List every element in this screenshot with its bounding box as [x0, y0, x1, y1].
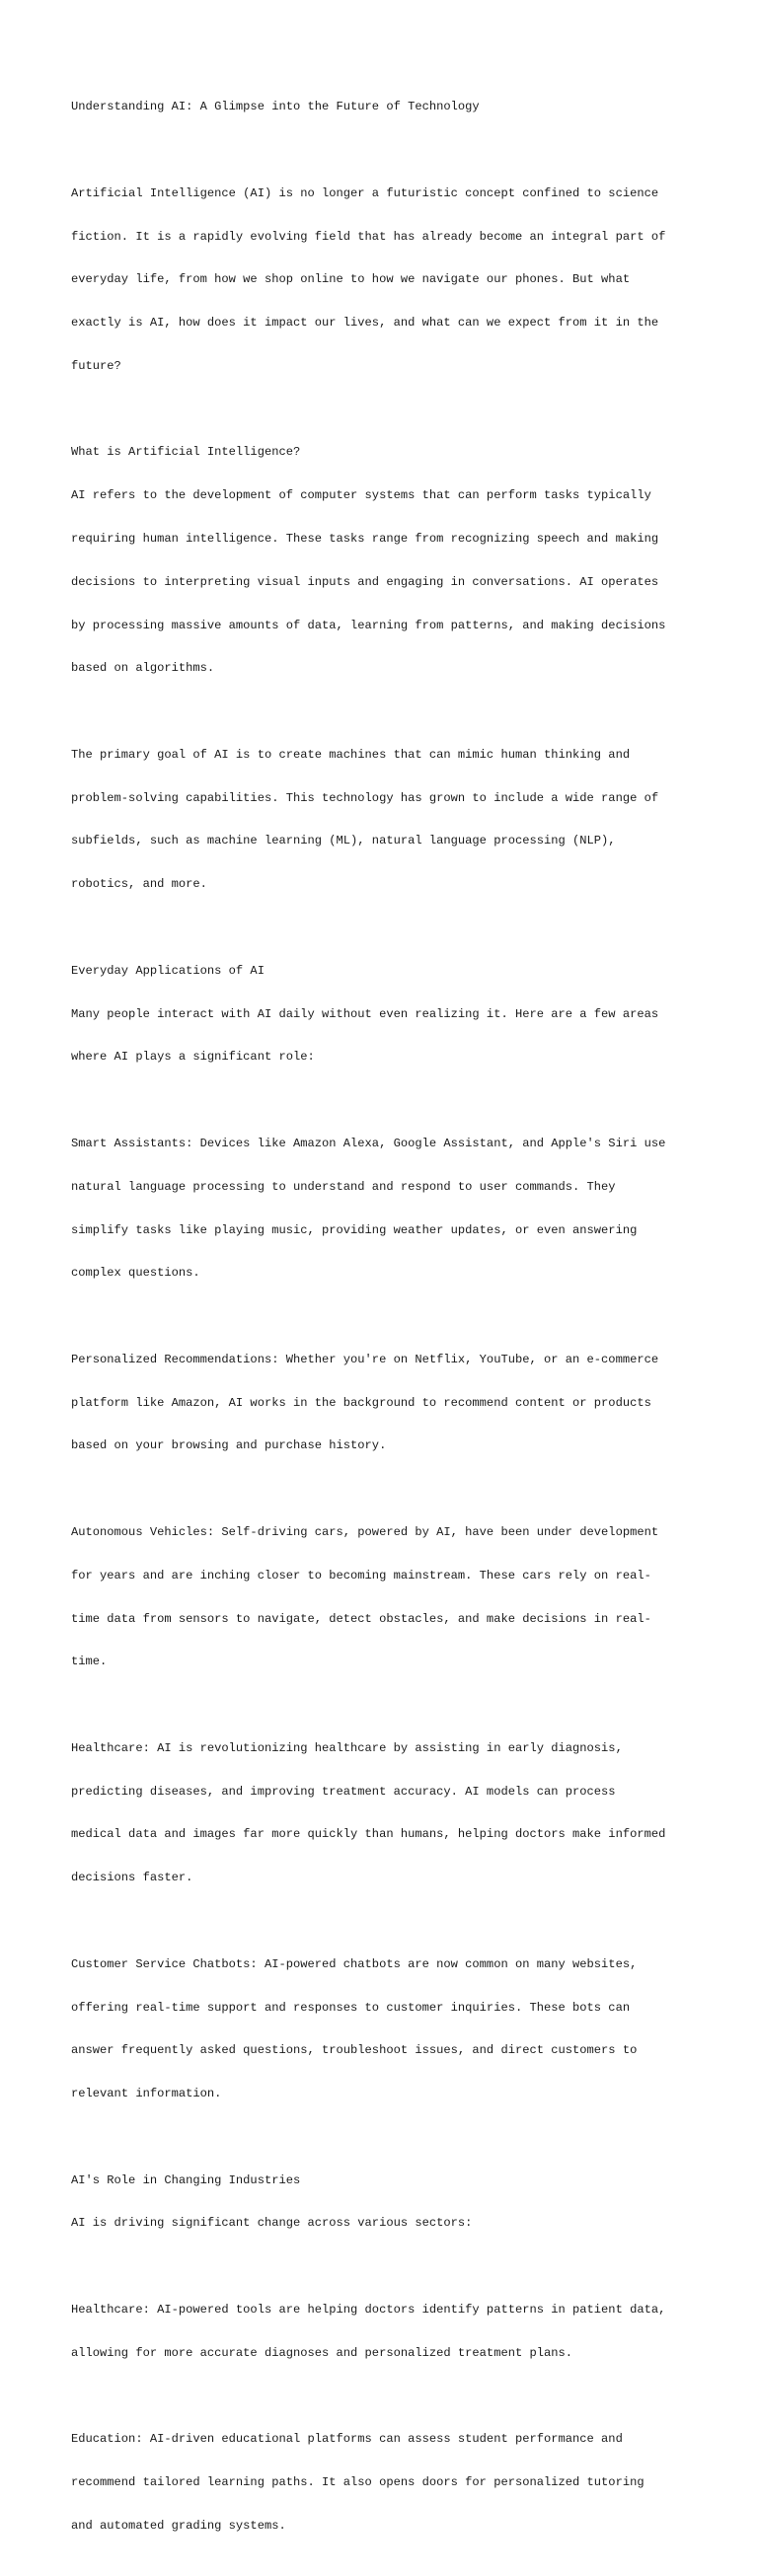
text-line: AI is driving significant change across various sectors:: [71, 2216, 473, 2231]
text-line: Smart Assistants: Devices like Amazon Alexa, Google Assistant, and Apple's Siri use: [71, 1136, 666, 1150]
text-line: everyday life, from how we shop online to how we navigate our phones. But what: [71, 272, 631, 287]
text-line: time data from sensors to navigate, detect obstacles, and make decisions in real-: [71, 1611, 651, 1626]
text-line: by processing massive amounts of data, learning from patterns, and making decisions: [71, 618, 666, 632]
text-line: robotics, and more.: [71, 877, 207, 892]
paragraph-personalized-recommendations: [71, 1324, 703, 1483]
document-page: [71, 71, 703, 2576]
paragraph-primary-goal: [71, 719, 703, 920]
section-everyday-applications: [71, 935, 703, 1094]
text-line: Healthcare: AI-powered tools are helping doctors identify patterns in patient data,: [71, 2303, 666, 2318]
paragraph-customer-service-chatbots: [71, 1929, 703, 2130]
text-line: allowing for more accurate diagnoses and personalized treatment plans.: [71, 2345, 573, 2360]
text-line: medical data and images far more quickly than humans, helping doctors make informed: [71, 1827, 666, 1842]
paragraph-autonomous-vehicles: [71, 1497, 703, 1698]
text-line: natural language processing to understand and respond to user commands. They: [71, 1179, 616, 1194]
text-line: offering real-time support and responses to customer inquiries. These bots can: [71, 2000, 631, 2015]
text-line: decisions to interpreting visual inputs and engaging in conversations. AI operates: [71, 574, 659, 589]
text-line: Understanding AI: A Glimpse into the Future of Technology: [71, 100, 480, 114]
text-line: based on algorithms.: [71, 661, 215, 676]
text-line: platform like Amazon, AI works in the background to recommend content or products: [71, 1395, 651, 1410]
text-line: AI refers to the development of computer systems that can perform tasks typically: [71, 488, 651, 503]
text-line: and automated grading systems.: [71, 2518, 286, 2533]
text-line: Customer Service Chatbots: AI-powered chatbots are now common on many websites,: [71, 1956, 638, 1971]
text-line: Personalized Recommendations: Whether you're on Netflix, YouTube, or an e-commerce: [71, 1352, 659, 1366]
text-line: recommend tailored learning paths. It also opens doors for personalized tutoring: [71, 2475, 644, 2490]
paragraph-smart-assistants: [71, 1108, 703, 1309]
text-line: problem-solving capabilities. This technology has grown to include a wide range of: [71, 790, 659, 805]
text-line: Artificial Intelligence (AI) is no longer a futuristic concept confined to science: [71, 185, 659, 200]
text-line: Healthcare: AI is revolutionizing healthcare by assisting in early diagnosis,: [71, 1740, 623, 1755]
section-heading: What is Artificial Intelligence?: [71, 445, 301, 460]
text-line: fiction. It is a rapidly evolving field that has already become an integral part of: [71, 229, 666, 244]
text-line: time.: [71, 1655, 108, 1669]
text-line: based on your browsing and purchase history.: [71, 1438, 387, 1453]
section-what-is-ai: [71, 416, 703, 704]
text-line: simplify tasks like playing music, providing weather updates, or even answering: [71, 1222, 638, 1237]
text-line: Education: AI-driven educational platforms can assess student performance and: [71, 2432, 623, 2447]
text-line: answer frequently asked questions, troubleshoot issues, and direct customers to: [71, 2043, 638, 2058]
paragraph-industry-healthcare: [71, 2274, 703, 2390]
text-line: future?: [71, 358, 121, 373]
text-line: where AI plays a significant role:: [71, 1050, 315, 1065]
text-line: predicting diseases, and improving treatment accuracy. AI models can process: [71, 1784, 616, 1799]
text-line: subfields, such as machine learning (ML), natural language processing (NLP),: [71, 834, 616, 848]
text-line: relevant information.: [71, 2087, 222, 2101]
paragraph-healthcare: [71, 1713, 703, 1914]
section-heading: AI's Role in Changing Industries: [71, 2172, 301, 2187]
text-line: The primary goal of AI is to create machines that can mimic human thinking and: [71, 747, 631, 762]
section-changing-industries: [71, 2145, 703, 2260]
text-line: Many people interact with AI daily without even realizing it. Here are a few areas: [71, 1006, 659, 1021]
text-line: Autonomous Vehicles: Self-driving cars, powered by AI, have been under development: [71, 1524, 659, 1539]
text-line: decisions faster.: [71, 1871, 193, 1885]
text-line: for years and are inching closer to becoming mainstream. These cars rely on real-: [71, 1568, 651, 1582]
document-title: [71, 71, 703, 143]
section-heading: Everyday Applications of AI: [71, 963, 265, 978]
intro-paragraph: [71, 158, 703, 403]
text-line: complex questions.: [71, 1266, 200, 1281]
paragraph-industry-education: [71, 2403, 703, 2562]
text-line: requiring human intelligence. These tasks range from recognizing speech and making: [71, 532, 659, 546]
text-line: exactly is AI, how does it impact our lives, and what can we expect from it in the: [71, 316, 659, 331]
